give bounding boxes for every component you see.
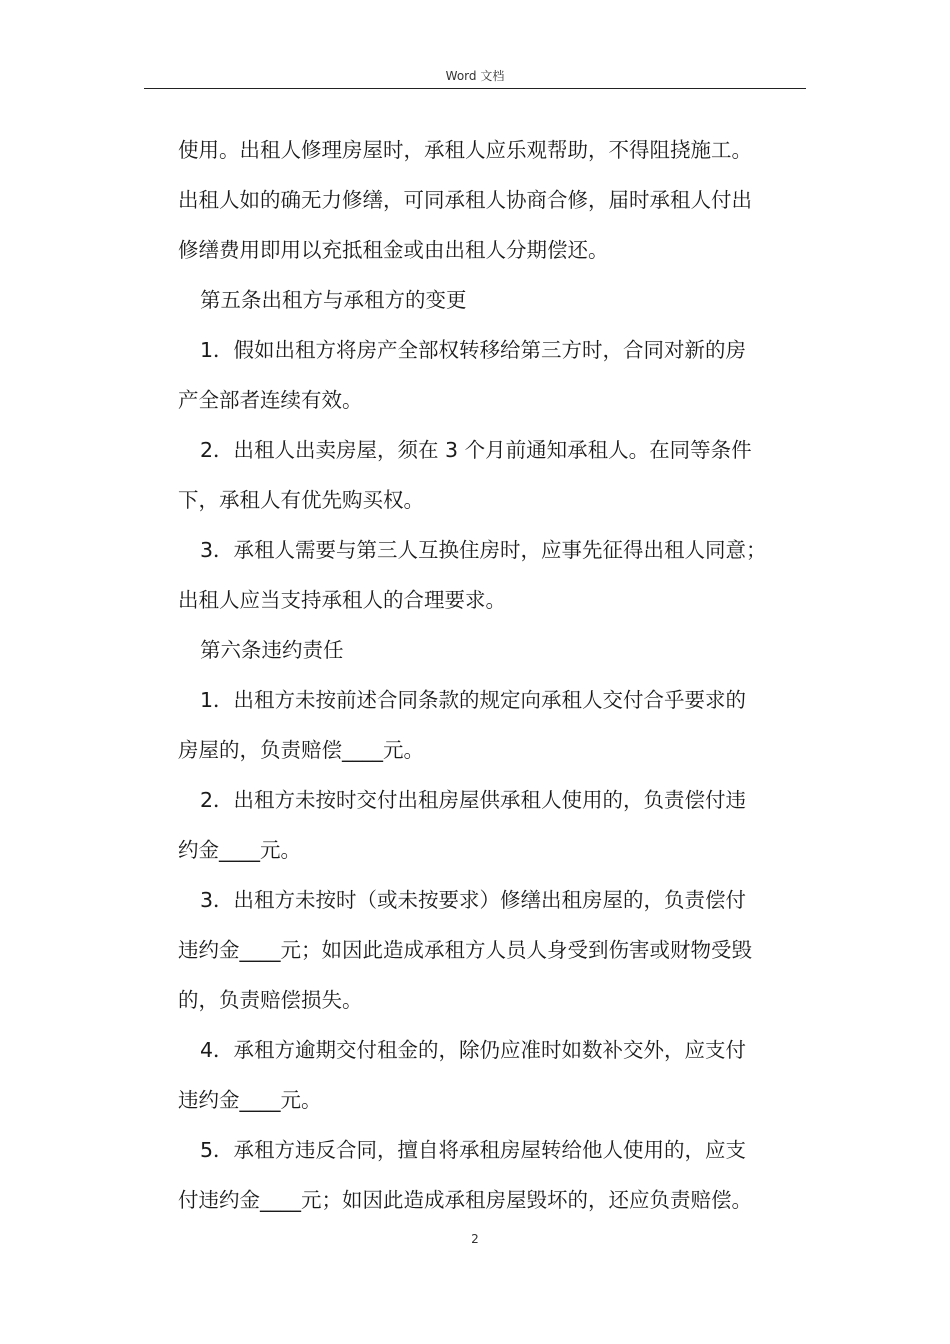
text-line: 3．承租人需要与第三人互换住房时，应事先征得出租人同意； (200, 538, 767, 562)
text-line: 5．承租方违反合同，擅自将承租房屋转给他人使用的，应支 (200, 1138, 747, 1162)
text-line: 4．承租方逾期交付租金的，除仍应准时如数补交外，应支付 (200, 1038, 747, 1062)
text-line: 第五条出租方与承租方的变更 (200, 288, 467, 312)
text-line: 违约金____元。 (178, 1088, 322, 1112)
document-body (178, 125, 808, 1225)
text-line: 约金____元。 (178, 838, 301, 862)
text-line: 修缮费用即用以充抵租金或由出租人分期偿还。 (178, 238, 609, 262)
text-line: 出租人应当支持承租人的合理要求。 (178, 588, 506, 612)
text-line: 1．出租方未按前述合同条款的规定向承租人交付合乎要求的 (200, 688, 747, 712)
text-line: 1．假如出租方将房产全部权转移给第三方时，合同对新的房 (200, 338, 747, 362)
header-rule (144, 88, 806, 89)
text-line: 使用。出租人修理房屋时，承租人应乐观帮助，不得阻挠施工。 (178, 138, 752, 162)
text-line: 2．出租方未按时交付出租房屋供承租人使用的，负责偿付违 (200, 788, 747, 812)
page-number: 2 (471, 1232, 479, 1246)
page-header: Word 文档 (445, 69, 505, 83)
text-line: 第六条违约责任 (200, 638, 344, 662)
text-line: 违约金____元；如因此造成承租方人员人身受到伤害或财物受毁 (178, 938, 752, 962)
text-line: 出租人如的确无力修缮，可同承租人协商合修，届时承租人付出 (178, 188, 752, 212)
text-line: 房屋的，负责赔偿____元。 (178, 738, 424, 762)
text-line: 下，承租人有优先购买权。 (178, 488, 424, 512)
text-line: 产全部者连续有效。 (178, 388, 363, 412)
text-line: 的，负责赔偿损失。 (178, 988, 363, 1012)
text-line: 3．出租方未按时（或未按要求）修缮出租房屋的，负责偿付 (200, 888, 747, 912)
text-line: 付违约金____元；如因此造成承租房屋毁坏的，还应负责赔偿。 (178, 1188, 752, 1212)
text-line: 2．出租人出卖房屋，须在 3 个月前通知承租人。在同等条件 (200, 438, 752, 462)
